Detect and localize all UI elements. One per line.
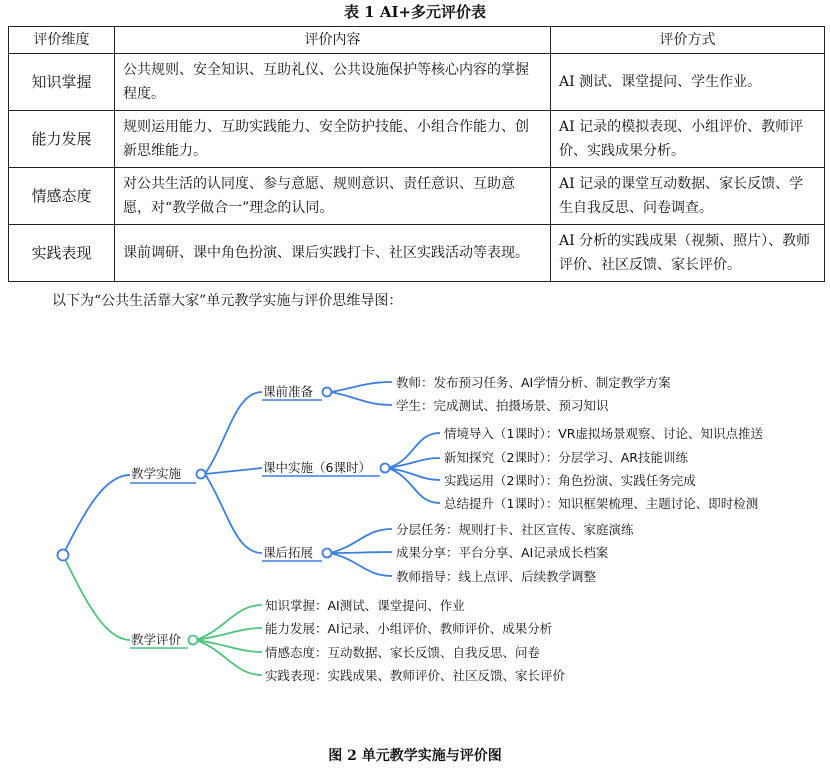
link-post-item <box>330 552 392 553</box>
mid-item: 实践运用（2课时）：角色扮演、实践任务完成 <box>444 473 696 488</box>
pre-item: 教师：发布预习任务、AI学情分析、制定教学方案 <box>396 375 671 390</box>
pre-item: 学生：完成测试、拍摄场景、预习知识 <box>396 398 609 413</box>
link-post-item <box>330 529 392 553</box>
row-method: AI 分析的实践成果（视频、照片）、教师评价、社区反馈、家长评价。 <box>551 225 825 282</box>
mind-map <box>0 330 830 730</box>
link-root-teaching <box>63 475 130 555</box>
link-eval-item <box>196 640 262 675</box>
link-pre-item <box>330 382 392 392</box>
figure-caption: 图 2 单元教学实施与评价图 <box>328 748 502 764</box>
link-teaching-pre <box>205 392 262 474</box>
link-teaching-mid <box>205 468 262 474</box>
header-dimension: 评价维度 <box>9 27 115 54</box>
row-content: 公共规则、安全知识、互助礼仪、公共设施保护等核心内容的掌握程度。 <box>115 54 551 111</box>
node-teaching <box>197 470 206 479</box>
row-content: 课前调研、课中角色扮演、课后实践打卡、社区实践活动等表现。 <box>115 225 551 282</box>
link-pre-item <box>330 392 392 405</box>
label-evaluation: 教学评价 <box>131 632 182 647</box>
link-eval-item <box>196 640 262 652</box>
intro-paragraph: 以下为“公共生活靠大家”单元教学实施与评价思维导图： <box>52 293 403 309</box>
label-teaching: 教学实施 <box>131 466 182 481</box>
root-node <box>58 550 69 561</box>
row-dimension: 知识掌握 <box>9 54 115 111</box>
table-header-row <box>9 27 825 54</box>
table-row <box>9 54 825 111</box>
row-content: 对公共生活的认同度、参与意愿、规则意识、责任意识、互助意愿，对“教学做合一”理念的认同。 <box>115 168 551 225</box>
post-item: 成果分享：平台分享、AI记录成长档案 <box>396 545 609 560</box>
mid-item: 总结提升（1课时）：知识框架梳理、主题讨论、即时检测 <box>444 496 759 511</box>
evaluation-item: 能力发展：AI记录、小组评价、教师评价、成果分析 <box>265 621 553 636</box>
header-content: 评价内容 <box>115 27 551 54</box>
link-eval-item <box>196 628 262 640</box>
evaluation-item: 知识掌握：AI测试、课堂提问、作业 <box>265 598 465 613</box>
row-dimension: 实践表现 <box>9 225 115 282</box>
link-teaching-post <box>205 474 262 553</box>
evaluation-item: 实践表现：实践成果、教师评价、社区反馈、家长评价 <box>265 668 566 683</box>
row-method: AI 记录的课堂互动数据、家长反馈、学生自我反思、问卷调查。 <box>551 168 825 225</box>
link-mid-item <box>388 468 440 480</box>
node-evaluation <box>189 636 198 645</box>
mid-item: 情境导入（1课时）：VR虚拟场景观察、讨论、知识点推送 <box>444 426 763 441</box>
mid-item: 新知探究（2课时）：分层学习、AR技能训练 <box>444 450 688 465</box>
label-post: 课后拓展 <box>263 545 314 560</box>
label-mid: 课中实施（6课时） <box>263 460 371 475</box>
table-title: 表 1 AI+多元评价表 <box>343 3 487 21</box>
label-pre: 课前准备 <box>263 384 314 399</box>
table-row <box>9 111 825 168</box>
row-method: AI 测试、课堂提问、学生作业。 <box>551 54 825 111</box>
row-method: AI 记录的模拟表现、小组评价、教师评价、实践成果分析。 <box>551 111 825 168</box>
evaluation-table <box>8 26 825 282</box>
post-item: 教师指导：线上点评、后续教学调整 <box>396 569 597 584</box>
link-root-evaluation <box>63 555 130 640</box>
row-dimension: 情感态度 <box>9 168 115 225</box>
table-row <box>9 168 825 225</box>
row-dimension: 能力发展 <box>9 111 115 168</box>
link-eval-item <box>196 605 262 640</box>
row-content: 规则运用能力、互助实践能力、安全防护技能、小组合作能力、创新思维能力。 <box>115 111 551 168</box>
evaluation-item: 情感态度：互动数据、家长反馈、自我反思、问卷 <box>265 645 541 660</box>
link-mid-item <box>388 458 440 468</box>
post-item: 分层任务：规则打卡、社区宣传、家庭演练 <box>396 522 634 537</box>
link-mid-item <box>388 468 440 503</box>
table-row <box>9 225 825 282</box>
header-method: 评价方式 <box>551 27 825 54</box>
link-post-item <box>330 553 392 576</box>
node-post <box>323 549 332 558</box>
node-mid <box>381 464 390 473</box>
node-pre <box>323 388 332 397</box>
